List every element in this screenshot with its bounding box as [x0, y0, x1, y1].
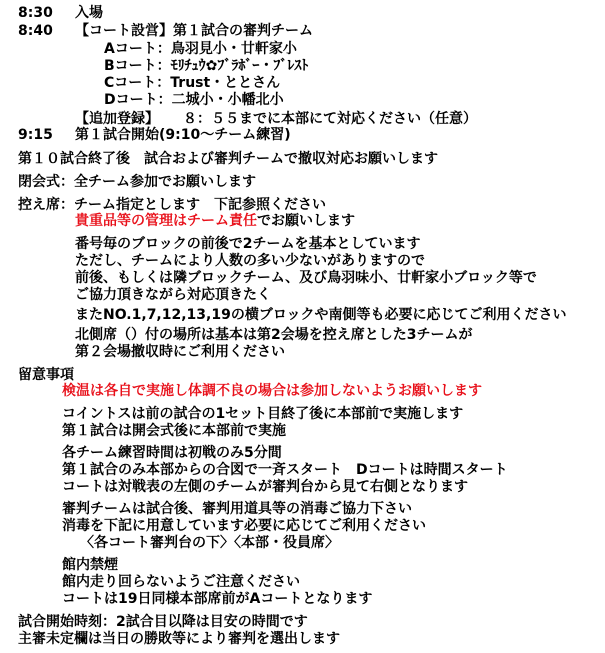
waiting-paragraph-line: 前後、もしくは隣ブロックチーム、及び鳥羽味小、廿軒家小ブロック等で: [75, 270, 537, 286]
temperature-warning: 検温は各自で実施し体調不良の場合は参加しないようお願いします: [62, 383, 482, 399]
attention-line: コートは対戦表の左側のチームが審判台から見て右側となります: [62, 479, 468, 495]
attention-line: 館内禁煙: [62, 557, 118, 573]
court-d: Dコート：二城小・小幡北小: [104, 92, 284, 108]
court-setup-time: 8:40: [18, 23, 53, 39]
waiting-paragraph-line: ただし、チームにより人数の多い少ないがありますので: [75, 253, 425, 269]
north-seat-line: 第２会場撤収時にご利用ください: [75, 344, 285, 360]
attention-line: 第１試合は開会式後に本部前で実施: [62, 423, 286, 439]
match-start-label: 第１試合開始(9:10～チーム練習): [75, 127, 291, 143]
extra-registration-text: ８：５５までに本部にて対応ください（任意）: [183, 111, 477, 127]
footer-line: 主審未定欄は当日の勝敗等により審判を選出します: [18, 631, 340, 647]
match-start-time: 9:15: [18, 127, 53, 143]
waiting-paragraph-line: 番号毎のブロックの前後で2チームを基本としています: [75, 236, 421, 252]
north-seat-line: 北側席（）付の場所は基本は第2会場を控え席とした3チームが: [75, 327, 473, 343]
waiting-paragraph-line: ご協力頂きながら対応頂きたく: [75, 287, 271, 303]
court-a: Aコート：鳥羽見小・廿軒家小: [104, 41, 297, 57]
after-match-note: 第１０試合終了後 試合および審判チームで撤収対応お願いします: [18, 151, 438, 167]
attention-line: 各チーム練習時間は初戦のみ5分間: [62, 445, 282, 461]
court-setup-label: 【コート設営】第１試合の審判チーム: [75, 23, 313, 39]
valuables-line: [75, 213, 355, 230]
attention-line: 〈各コート審判台の下〉〈本部・役員席〉: [80, 535, 339, 551]
attention-line: 館内走り回らないようご注意ください: [62, 574, 300, 590]
valuables-suffix: でお願いします: [257, 213, 355, 229]
waiting-seat-line: 控え席：チーム指定とします 下記参照ください: [18, 197, 326, 213]
entry-label: 入場: [75, 5, 103, 21]
closing-note: 閉会式：全チーム参加でお願いします: [18, 174, 256, 190]
attention-line: 消毒を下記に用意しています必要に応じてご利用ください: [62, 518, 426, 534]
attention-line: 審判チームは試合後、審判用道具等の消毒ご協力下さい: [62, 501, 412, 517]
court-c: Cコート：Trust・ととさん: [104, 75, 281, 91]
waiting-paragraph-2: またNO.1,7,12,13,19の横ブロックや南側等も必要に応じてご利用ください: [75, 307, 567, 323]
entry-time: 8:30: [18, 5, 53, 21]
attention-line: 第１試合のみ本部からの合図で一斉スタート Dコートは時間スタート: [62, 462, 508, 478]
attention-title: 留意事項: [18, 367, 74, 383]
extra-registration-label: 【追加登録】: [75, 111, 159, 127]
valuables-warning: 貴重品等の管理はチーム責任: [75, 213, 257, 229]
footer-line: 試合開始時刻：2試合目以降は目安の時間です: [18, 614, 308, 630]
attention-line: コイントスは前の試合の1セット目終了後に本部前で実施します: [62, 406, 464, 422]
attention-line: コートは19日同様本部席前がAコートとなります: [62, 591, 373, 607]
court-b: Bコート：ﾓﾘﾁｭｳ✿ﾌﾞﾗﾎﾞｰ・ﾌﾞﾚｽﾄ: [104, 58, 309, 74]
